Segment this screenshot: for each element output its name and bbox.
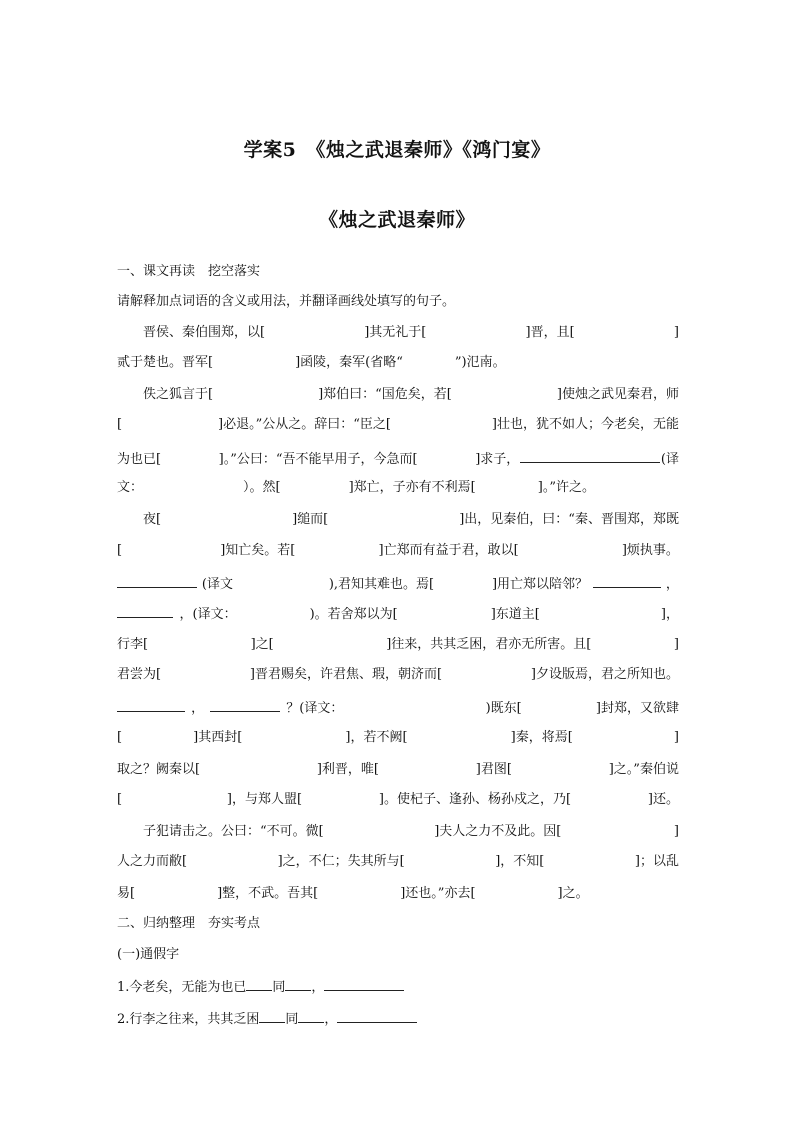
- answer-blank[interactable]: [117, 697, 185, 712]
- passage-line: ， ？(译文： )既东[ ]封郑，又欲肆: [117, 697, 679, 717]
- lesson-title: 《烛之武退秦师》: [318, 209, 475, 231]
- answer-blank[interactable]: [520, 448, 660, 463]
- passage-line: 行李[ ]之[ ]往来，共其乏困，君亦无所害。且[ ]: [117, 637, 679, 652]
- answer-blank[interactable]: [593, 573, 661, 588]
- answer-blank[interactable]: [324, 976, 404, 991]
- passage-line: 人之力而敝[ ]之，不仁；失其所与[ ]，不知[ ]；以乱: [117, 854, 679, 869]
- answer-blank[interactable]: [298, 1008, 324, 1023]
- answer-blank[interactable]: [337, 1008, 417, 1023]
- question-1: 1.今老矣，无能为也已 同 ，: [117, 976, 679, 996]
- answer-blank[interactable]: [210, 697, 280, 712]
- passage-line: [ ]必退。”公从之。辞曰：“臣之[ ]壮也，犹不如人；今老矣，无能: [117, 417, 679, 432]
- passage-line: [ ]知亡矣。若[ ]亡郑而有益于君，敢以[ ]烦执事。: [117, 543, 679, 558]
- passage-line: 取之？阙秦以[ ]利晋，唯[ ]君图[ ]之。”秦伯说: [117, 762, 679, 777]
- answer-blank[interactable]: [117, 573, 197, 588]
- section-heading-2: 二、归纳整理 夯实考点: [117, 916, 261, 931]
- passage-line: 贰于楚也。晋军[ ]函陵，秦军(省略“ ”)氾南。: [117, 355, 506, 370]
- passage-line: 夜[ ]缒而[ ]出，见秦伯，曰：“秦、晋围郑，郑既: [143, 512, 679, 527]
- section-heading: 一、课文再读 挖空落实: [117, 264, 261, 279]
- passage-line: ，(译文： )。若舍郑以为[ ]东道主[ ]，: [117, 603, 679, 623]
- passage-line: 易[ ]整，不武。吾其[ ]还也。”亦去[ ]之。: [117, 886, 589, 901]
- passage-line: 晋侯、秦伯围郑，以[ ]其无礼于[ ]晋，且[ ]: [143, 325, 679, 340]
- passage-line: 佚之狐言于[ ]郑伯曰：“国危矣，若[ ]使烛之武见秦君，师: [143, 387, 679, 402]
- answer-blank[interactable]: [285, 976, 311, 991]
- instruction-text: 请解释加点词语的含义或用法，并翻译画线处填写的句子。: [117, 294, 456, 309]
- passage-line: 子犯请击之。公曰：“不可。微[ ]夫人之力不及此。因[ ]: [143, 824, 679, 839]
- passage-line: [ ]，与郑人盟[ ]。使杞子、逢孙、杨孙戍之，乃[ ]还。: [117, 792, 679, 807]
- passage-line: 为也已[ ]。”公曰：“吾不能早用子，今急而[ ]求子， (译: [117, 448, 679, 468]
- passage-line: 君尝为[ ]晋君赐矣，许君焦、瑕，朝济而[ ]夕设版焉，君之所知也。: [117, 667, 679, 682]
- page-title: 学案5 《烛之武退秦师》《鸿门宴》: [243, 139, 551, 161]
- answer-blank[interactable]: [246, 976, 272, 991]
- passage-line: (译文 ),君知其难也。焉[ ]用亡郑以陪邻？ ，: [117, 573, 679, 593]
- question-2: 2.行李之往来，共其乏困 同 ，: [117, 1008, 679, 1028]
- passage-line: [ ]其西封[ ]，若不阙[ ]秦，将焉[ ]: [117, 730, 679, 745]
- answer-blank[interactable]: [259, 1008, 285, 1023]
- subsection-heading: (一)通假字: [117, 947, 180, 962]
- answer-blank[interactable]: [117, 603, 173, 618]
- passage-line: 文： ）。然[ ]郑亡，子亦有不利焉[ ]。”许之。: [117, 480, 595, 495]
